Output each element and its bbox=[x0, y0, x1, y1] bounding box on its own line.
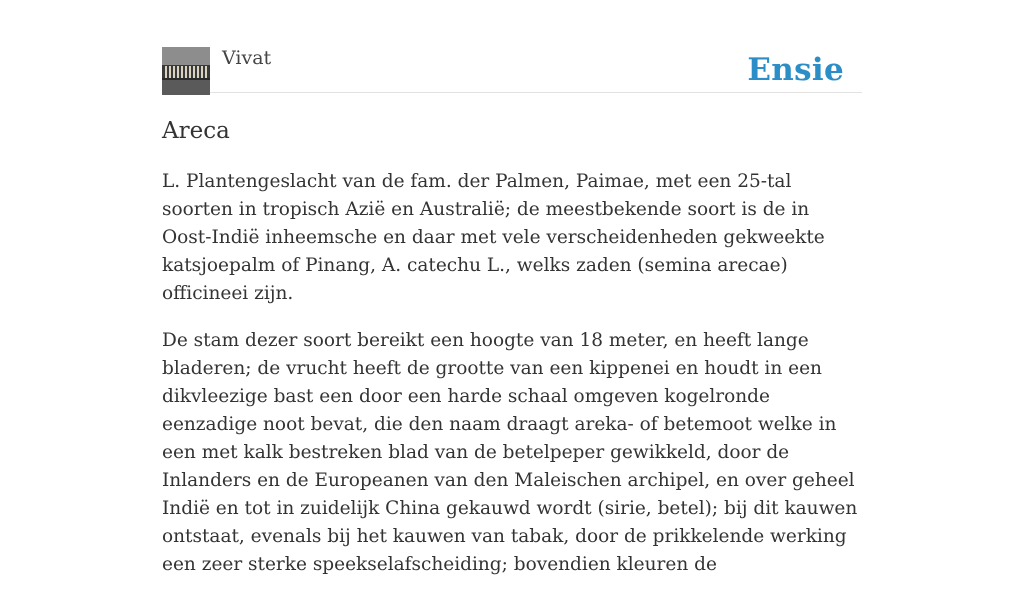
site-header bbox=[162, 46, 862, 93]
article-body bbox=[162, 168, 862, 598]
article-paragraph: De stam dezer soort bereikt een hoogte van 18 meter, en heeft lange bladeren; de vrucht heeft de grootte van een kippenei en houdt in een dikvleezige bast een door een harde schaal omgeven kogelronde eenzadige noot bevat, die den naam draagt areka- of betemoot welke in een met kalk bestreken blad van de betelpeper gewikkeld, door de Inlanders en de Europeanen van den Maleischen archipel, en over geheel Indië en tot in zuidelijk China gekauwd wordt (sirie, betel); bij dit kauwen ontstaat, evenals bij het kauwen van tabak, door de prikkelende werking een zeer sterke speekselafscheiding; bovendien kleuren de bbox=[162, 330, 858, 575]
article-paragraph: L. Plantengeslacht van de fam. der Palmen, Paimae, met een 25-tal soorten in tropisch Azië en Australië; de meestbekende soort is de in Oost-Indië inheemsche en daar met vele verscheidenheden gekweekte katsjoepalm of Pinang, A. catechu L., welks zaden (semina arecae) officineei zijn. bbox=[162, 171, 825, 304]
article-title: Areca bbox=[162, 118, 230, 144]
author-name[interactable]: Vivat bbox=[222, 47, 272, 69]
avatar-image-icon bbox=[162, 47, 210, 95]
author-avatar[interactable] bbox=[162, 47, 210, 95]
site-logo[interactable]: Ensie bbox=[747, 52, 844, 88]
